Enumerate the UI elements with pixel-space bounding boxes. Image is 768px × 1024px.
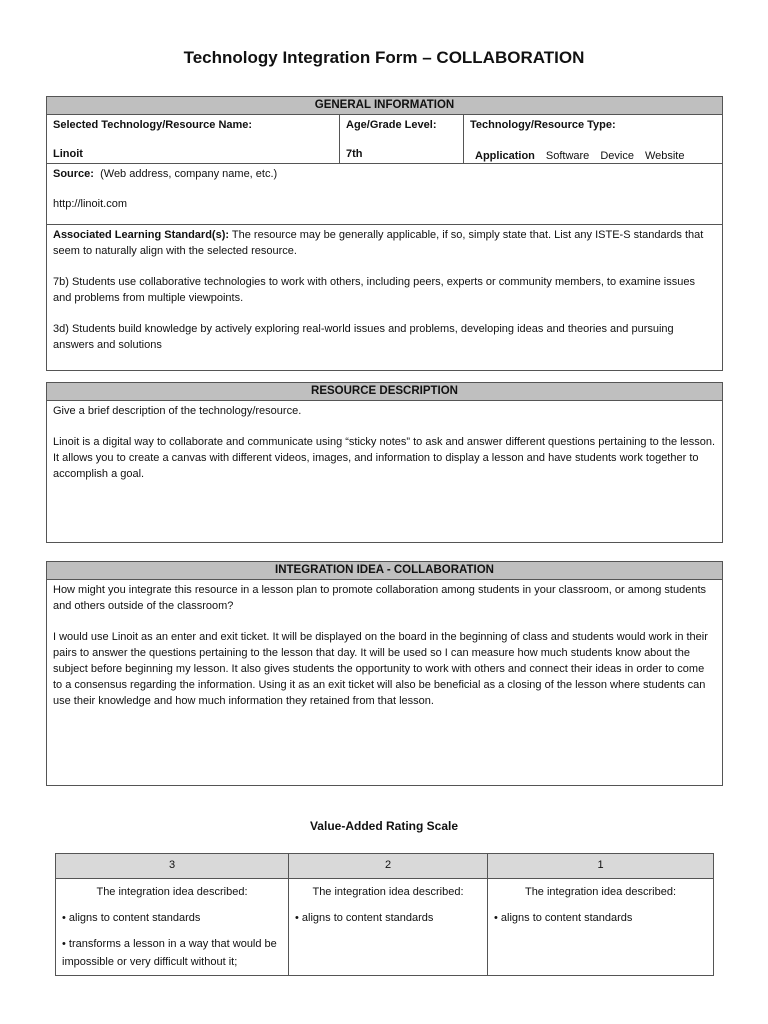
page-title: Technology Integration Form – COLLABORATION (183, 48, 585, 67)
name-cell (47, 115, 340, 163)
rating-item: • aligns to content standards (295, 912, 434, 924)
rating-cell-2 (289, 879, 488, 976)
integration-prompt: How might you integrate this resource in a lesson plan to promote collaboration among students in your classroom, or among students and others outside of the classroom? (53, 584, 707, 612)
rating-item: • aligns to content standards (494, 912, 633, 924)
rating-intro: The integration idea described: (96, 886, 248, 898)
section-header: INTEGRATION IDEA - COLLABORATION (47, 562, 722, 580)
rating-item: • aligns to content standards (62, 912, 201, 924)
rating-level-1: 1 (488, 854, 714, 879)
age-cell (340, 115, 464, 163)
type-option-application: Application (475, 150, 535, 162)
resource-description-section (46, 382, 723, 543)
standards-label: Associated Learning Standard(s): (53, 229, 230, 241)
type-option-device: Device (600, 150, 634, 162)
rating-cell-1 (488, 879, 714, 976)
resource-answer: Linoit is a digital way to collaborate and communicate using “sticky notes” to ask and answer different questions pertaining to the lesson. It allows you to create a canvas with different videos, images, and information to display a lesson and have students work together to accomplish a goal. (53, 436, 715, 480)
standards-row (47, 225, 722, 355)
source-label: Source: (53, 168, 94, 180)
name-value: Linoit (53, 148, 83, 160)
resource-prompt: Give a brief description of the technology/resource. (53, 405, 302, 417)
type-label: Technology/Resource Type: (470, 119, 616, 131)
age-label: Age/Grade Level: (346, 119, 437, 131)
rating-scale-table (55, 853, 714, 976)
source-hint: (Web address, company name, etc.) (100, 168, 278, 180)
type-cell (464, 115, 722, 163)
general-information-section (46, 96, 723, 371)
rating-intro: The integration idea described: (312, 886, 464, 898)
type-option-website: Website (644, 150, 685, 162)
source-row (47, 164, 722, 225)
age-value: 7th (346, 148, 363, 160)
standard-7b: 7b) Students use collaborative technologies to work with others, including peers, experts or community members, to examine issues and problems from multiple viewpoints. (53, 276, 695, 304)
integration-answer: I would use Linoit as an enter and exit ticket. It will be displayed on the board in the beginning of class and students would work in their pairs to answer the questions pertaining to the lesson that day. It will be used so I can measure how much students know about the subject before beginning my lesson. It also gives students the opportunity to work with others and connect their ideas in order to come to a consensus regarding the information. Using it as an exit ticket will also be beneficial as a closing of the lesson where students can use their knowledge and how much information they retained from that lesson. (53, 631, 708, 707)
resource-description-body (47, 401, 722, 484)
type-options (470, 148, 716, 164)
rating-level-2: 2 (289, 854, 488, 879)
integration-idea-body (47, 580, 722, 711)
integration-idea-section (46, 561, 723, 786)
standards-hint: The resource may be generally applicable, if so, simply state that. List any ISTE-S standards that seem to naturally align with the selected resource. (53, 229, 704, 257)
rating-intro: The integration idea described: (524, 886, 677, 898)
rating-cell-3 (56, 879, 289, 976)
rating-scale-header-row (56, 854, 714, 879)
section-header: RESOURCE DESCRIPTION (47, 383, 722, 401)
rating-scale-body-row (56, 879, 714, 976)
source-value: http://linoit.com (53, 198, 127, 210)
section-header: GENERAL INFORMATION (47, 97, 722, 115)
general-info-row (47, 115, 722, 164)
name-label: Selected Technology/Resource Name: (53, 119, 253, 131)
rating-item: • transforms a lesson in a way that would be impossible or very difficult without it; (62, 938, 277, 968)
rating-scale-title: Value-Added Rating Scale (309, 819, 459, 833)
rating-level-3: 3 (56, 854, 289, 879)
type-option-software: Software (545, 150, 590, 162)
standard-3d: 3d) Students build knowledge by actively exploring real-world issues and problems, developing ideas and theories and pursuing answers and solutions (53, 323, 674, 351)
